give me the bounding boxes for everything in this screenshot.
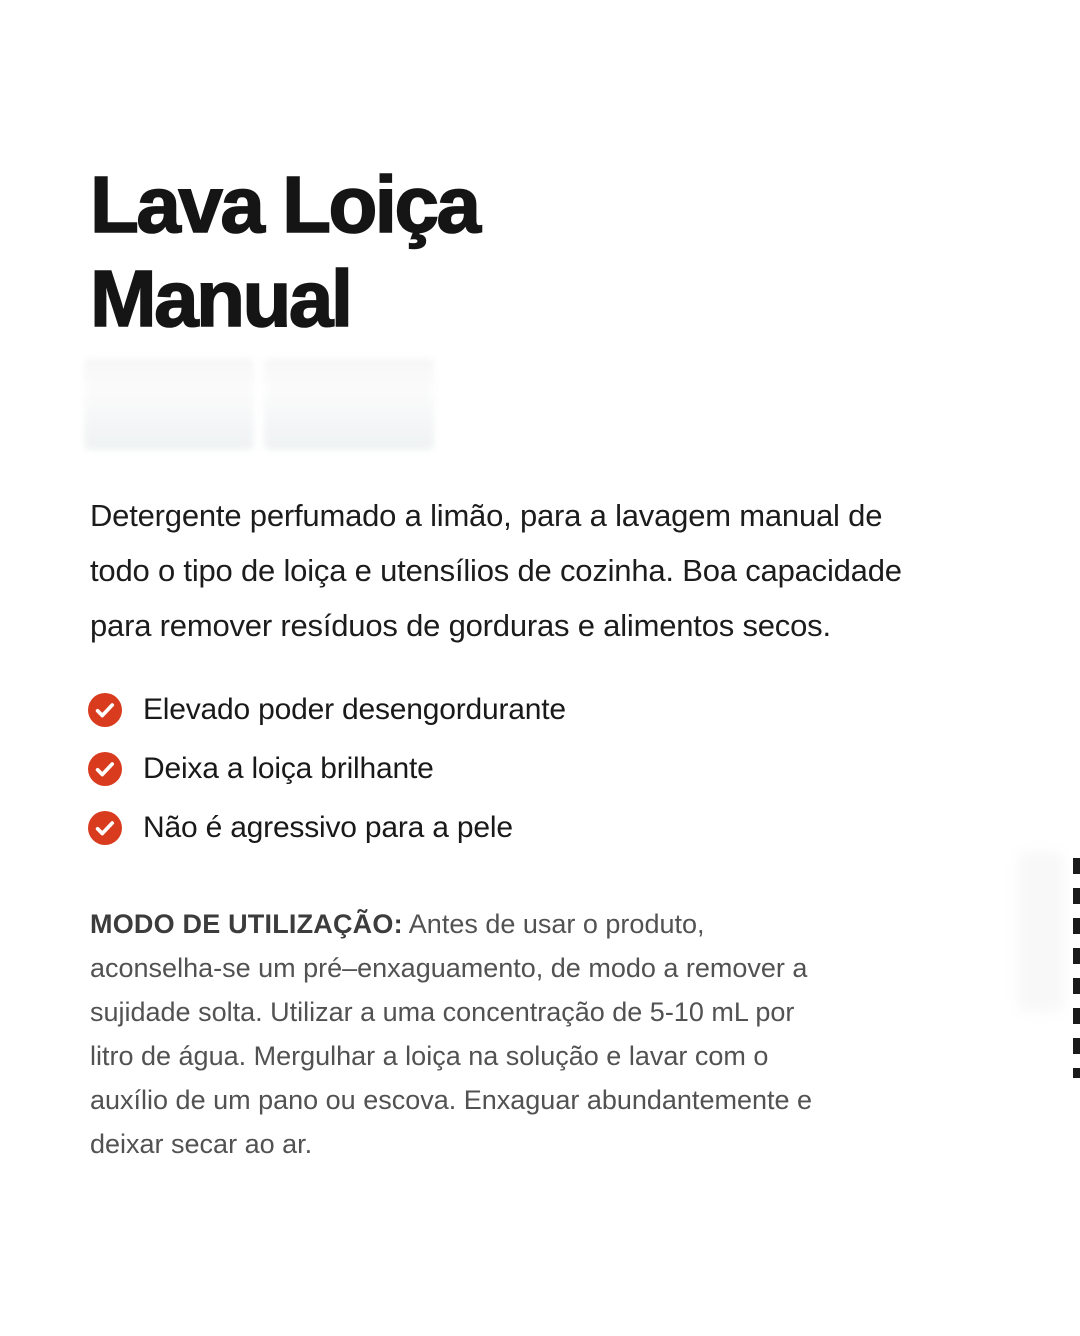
description-line: todo o tipo de loiça e utensílios de cozinha. Boa capacidade xyxy=(90,553,902,588)
faded-product-image xyxy=(84,358,434,450)
product-description xyxy=(90,488,902,653)
page-title-line2: Manual xyxy=(90,254,351,343)
usage-instructions xyxy=(90,902,812,1166)
usage-line xyxy=(90,902,812,946)
usage-label: MODO DE UTILIZAÇÃO: xyxy=(90,909,403,939)
check-circle-icon xyxy=(88,693,122,727)
list-item xyxy=(88,690,566,730)
faded-edge-shape xyxy=(1018,852,1064,1012)
check-circle-icon xyxy=(88,752,122,786)
usage-line: deixar secar ao ar. xyxy=(90,1129,313,1159)
benefit-label: Não é agressivo para a pele xyxy=(143,811,513,844)
benefits-list xyxy=(88,690,566,867)
faded-image-blob xyxy=(264,358,434,450)
usage-line-text: Antes de usar o produto, xyxy=(408,909,705,939)
description-line: Detergente perfumado a limão, para a lavagem manual de xyxy=(90,498,883,533)
benefit-label: Elevado poder desengordurante xyxy=(143,693,566,726)
list-item xyxy=(88,808,566,848)
list-item xyxy=(88,749,566,789)
usage-line: sujidade solta. Utilizar a uma concentração de 5-10 mL por xyxy=(90,997,795,1027)
faded-image-blob xyxy=(84,358,254,450)
clipped-vertical-text xyxy=(1073,858,1080,1078)
page-title xyxy=(90,158,479,346)
usage-line: litro de água. Mergulhar a loiça na solução e lavar com o xyxy=(90,1041,769,1071)
benefit-label: Deixa a loiça brilhante xyxy=(143,752,434,785)
check-circle-icon xyxy=(88,811,122,845)
usage-line: aconselha-se um pré–enxaguamento, de modo a remover a xyxy=(90,953,808,983)
usage-line: auxílio de um pano ou escova. Enxaguar abundantemente e xyxy=(90,1085,813,1115)
description-line: para remover resíduos de gorduras e alimentos secos. xyxy=(90,608,831,643)
page-title-line1: Lava Loiça xyxy=(90,160,479,249)
